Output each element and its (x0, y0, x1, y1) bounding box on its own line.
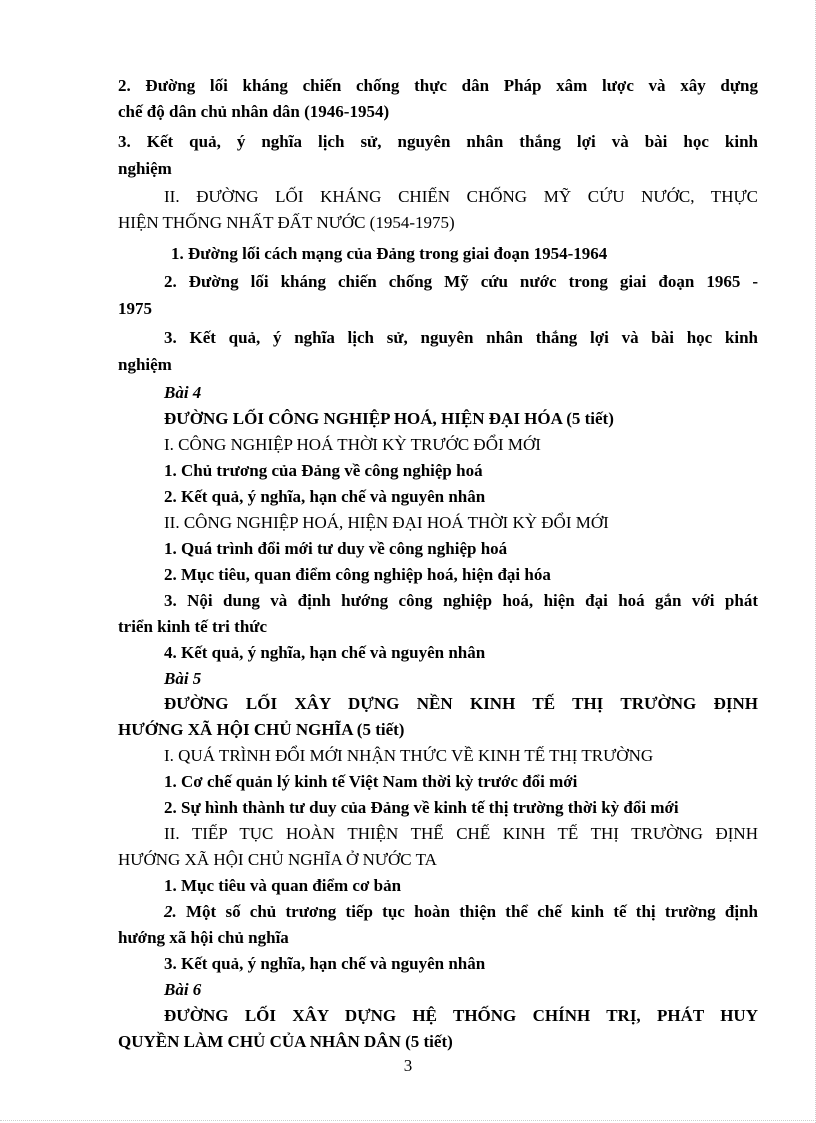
text-line: 2. Sự hình thành tư duy của Đảng về kinh tế thị trường thời kỳ đổi mới (164, 798, 679, 817)
text-line: 3. Kết quả, ý nghĩa, hạn chế và nguyên nhân (164, 954, 486, 973)
text-line: 1. Quá trình đổi mới tư duy về công nghiệp hoá (164, 539, 508, 558)
section-heading: I. CÔNG NGHIỆP HOÁ THỜI KỲ TRƯỚC ĐỔI MỚI (164, 435, 541, 454)
section-heading: HIỆN THỐNG NHẤT ĐẤT NƯỚC (1954-1975) (118, 213, 455, 232)
text-line: 1975 (118, 299, 152, 318)
lesson-label: Bài 6 (164, 980, 202, 999)
section-heading: II. CÔNG NGHIỆP HOÁ, HIỆN ĐẠI HOÁ THỜI KỲ ĐỔI MỚI (164, 513, 609, 532)
section-heading: II. TIẾP TỤC HOÀN THIỆN THỂ CHẾ KINH TẾ THỊ TRƯỜNG ĐỊNH (164, 824, 758, 843)
item-text: Một số chủ trương tiếp tục hoàn thiện thể chế kinh tế thị trường định (176, 902, 758, 921)
text-line: 1. Đường lối cách mạng của Đảng trong giai đoạn 1954-1964 (171, 244, 608, 263)
text-line: 2. Đường lối kháng chiến chống Mỹ cứu nước trong giai đoạn 1965 - (164, 272, 758, 291)
page-number: 3 (403, 1056, 413, 1075)
section-heading: I. QUÁ TRÌNH ĐỔI MỚI NHẬN THỨC VỀ KINH TẾ THỊ TRƯỜNG (164, 746, 654, 765)
text-line: 4. Kết quả, ý nghĩa, hạn chế và nguyên nhân (164, 643, 486, 662)
text-line: 3. Kết quả, ý nghĩa lịch sử, nguyên nhân thắng lợi và bài học kinh (164, 328, 758, 347)
section-heading: II. ĐƯỜNG LỐI KHÁNG CHIẾN CHỐNG MỸ CỨU NƯỚC, THỰC (164, 187, 758, 206)
lesson-title: ĐƯỜNG LỐI XÂY DỰNG HỆ THỐNG CHÍNH TRỊ, PHÁT HUY (164, 1006, 758, 1025)
lesson-label: Bài 4 (164, 383, 202, 402)
text-line: triển kinh tế tri thức (118, 617, 268, 636)
lesson-label: Bài 5 (164, 669, 202, 688)
text-line: 2. Mục tiêu, quan điểm công nghiệp hoá, hiện đại hóa (164, 565, 551, 584)
text-line: 3. Kết quả, ý nghĩa lịch sử, nguyên nhân thắng lợi và bài học kinh (118, 132, 758, 151)
text-line: 2. Kết quả, ý nghĩa, hạn chế và nguyên nhân (164, 487, 486, 506)
lesson-title: QUYỀN LÀM CHỦ CỦA NHÂN DÂN (5 tiết) (118, 1032, 453, 1051)
text-line: 1. Chủ trương của Đảng về công nghiệp hoá (164, 461, 483, 480)
page-bottom-edge (0, 1120, 816, 1121)
lesson-title: ĐƯỜNG LỐI CÔNG NGHIỆP HOÁ, HIỆN ĐẠI HÓA (5 tiết) (164, 409, 614, 428)
text-line: hướng xã hội chủ nghĩa (118, 928, 289, 947)
text-line: 2. Đường lối kháng chiến chống thực dân Pháp xâm lược và xây dựng (118, 76, 758, 95)
text-line: 3. Nội dung và định hướng công nghiệp hoá, hiện đại hoá gắn với phát (164, 591, 758, 610)
section-heading: HƯỚNG XÃ HỘI CHỦ NGHĨA Ở NƯỚC TA (118, 850, 437, 869)
lesson-title: ĐƯỜNG LỐI XÂY DỰNG NỀN KINH TẾ THỊ TRƯỜNG ĐỊNH (164, 694, 758, 713)
lesson-title: HƯỚNG XÃ HỘI CHỦ NGHĨA (5 tiết) (118, 720, 405, 739)
text-line (164, 899, 758, 925)
text-line: 1. Cơ chế quản lý kinh tế Việt Nam thời kỳ trước đổi mới (164, 772, 578, 791)
text-line: chế độ dân chủ nhân dân (1946-1954) (118, 102, 390, 121)
item-number: 2. (164, 902, 177, 921)
text-line: nghiệm (118, 355, 172, 374)
text-line: nghiệm (118, 159, 172, 178)
text-line: 1. Mục tiêu và quan điểm cơ bản (164, 876, 402, 895)
